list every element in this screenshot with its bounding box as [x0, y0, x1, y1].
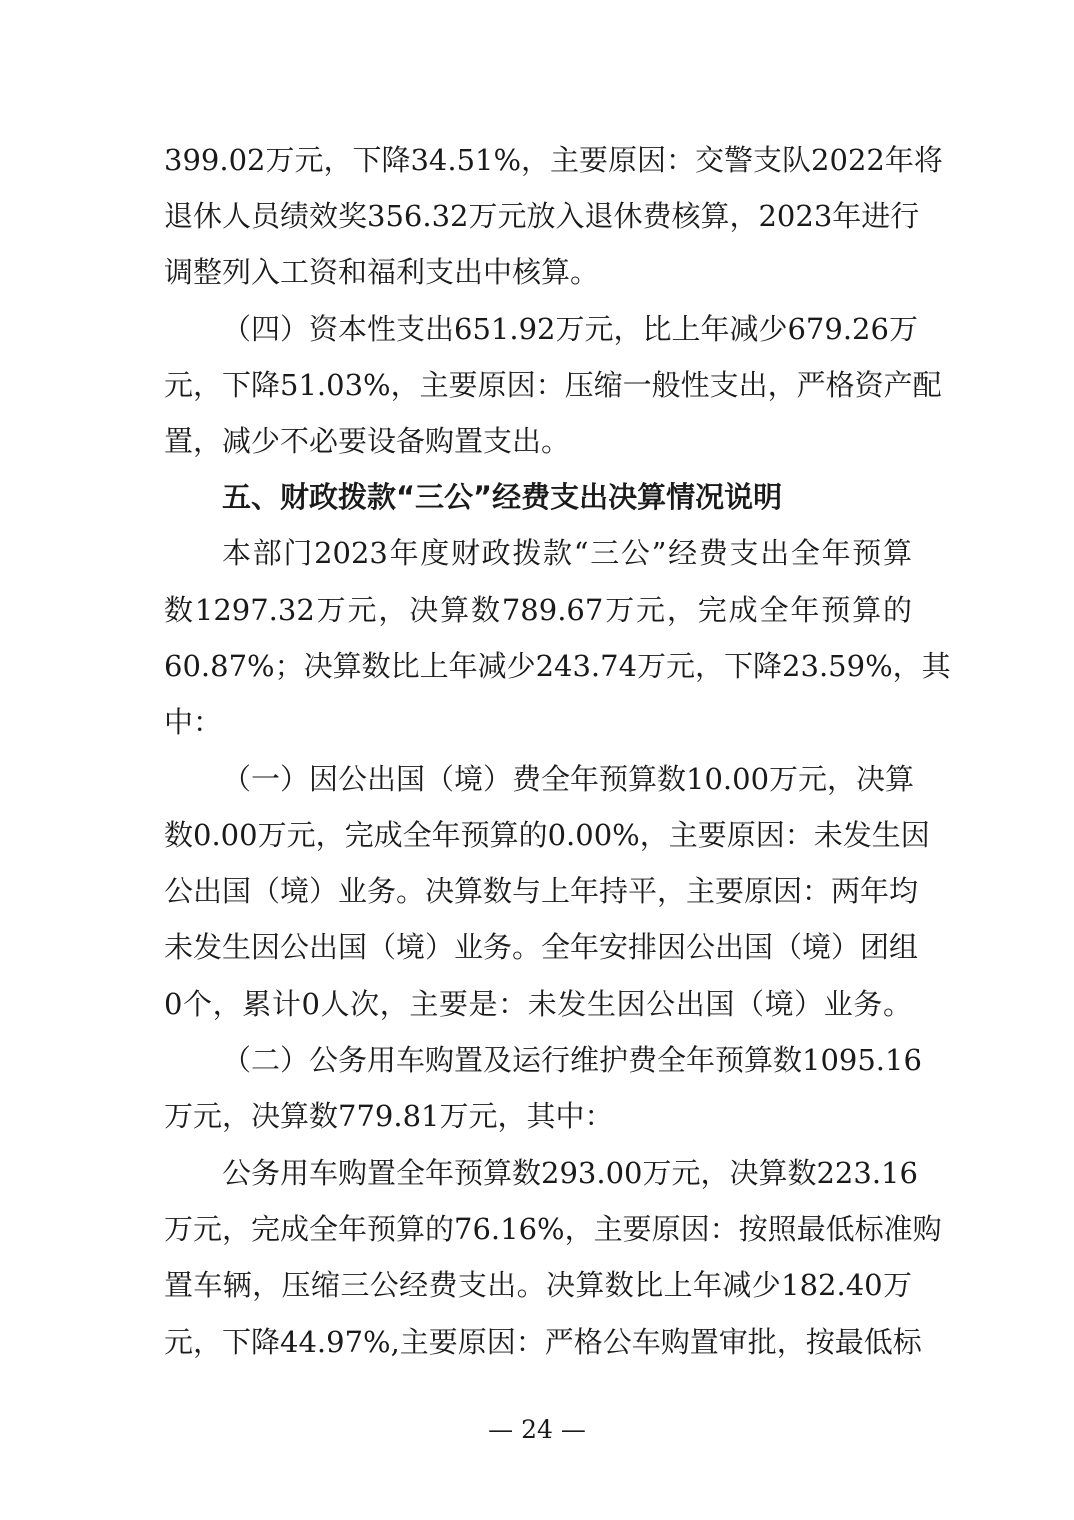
text-line-8: 本部门2023年度财政拨款“三公”经费支出全年预算	[222, 536, 912, 570]
text-line-13: 数0.00万元，完成全年预算的0.00%，主要原因：未发生因	[164, 818, 930, 852]
text-line-1: 399.02万元，下降34.51%，主要原因：交警支队2022年将	[164, 143, 943, 177]
text-line-16: 0个，累计0人次，主要是：未发生因公出国（境）业务。	[164, 987, 912, 1021]
text-line-11: 中：	[164, 705, 223, 739]
text-line-2: 退休人员绩效奖356.32万元放入退休费核算，2023年进行	[164, 199, 920, 233]
text-line-18: 万元，决算数779.81万元，其中：	[164, 1099, 614, 1133]
text-line-3: 调整列入工资和福利支出中核算。	[164, 255, 600, 289]
text-line-4: （四）资本性支出651.92万元，比上年减少679.26万	[222, 312, 918, 346]
section-heading: 五、财政拨款“三公”经费支出决算情况说明	[222, 480, 783, 514]
text-line-6: 置，减少不必要设备购置支出。	[164, 424, 571, 458]
text-line-5: 元，下降51.03%，主要原因：压缩一般性支出，严格资产配	[164, 368, 942, 402]
text-line-21: 置车辆，压缩三公经费支出。决算数比上年减少182.40万	[164, 1268, 912, 1302]
text-line-20: 万元，完成全年预算的76.16%，主要原因：按照最低标准购	[164, 1212, 942, 1246]
text-line-14: 公出国（境）业务。决算数与上年持平，主要原因：两年均	[164, 874, 919, 908]
text-line-17: （二）公务用车购置及运行维护费全年预算数1095.16	[222, 1043, 922, 1077]
text-line-15: 未发生因公出国（境）业务。全年安排因公出国（境）团组	[164, 930, 919, 964]
text-line-9: 数1297.32万元，决算数789.67万元，完成全年预算的	[164, 593, 912, 627]
text-line-22: 元，下降44.97%,主要原因：严格公车购置审批，按最低标	[164, 1325, 922, 1359]
text-line-10: 60.87%；决算数比上年减少243.74万元，下降23.59%，其	[164, 649, 951, 683]
text-line-12: （一）因公出国（境）费全年预算数10.00万元，决算	[222, 762, 915, 796]
text-line-19: 公务用车购置全年预算数293.00万元，决算数223.16	[222, 1156, 918, 1190]
page-number: — 24 —	[488, 1415, 586, 1444]
